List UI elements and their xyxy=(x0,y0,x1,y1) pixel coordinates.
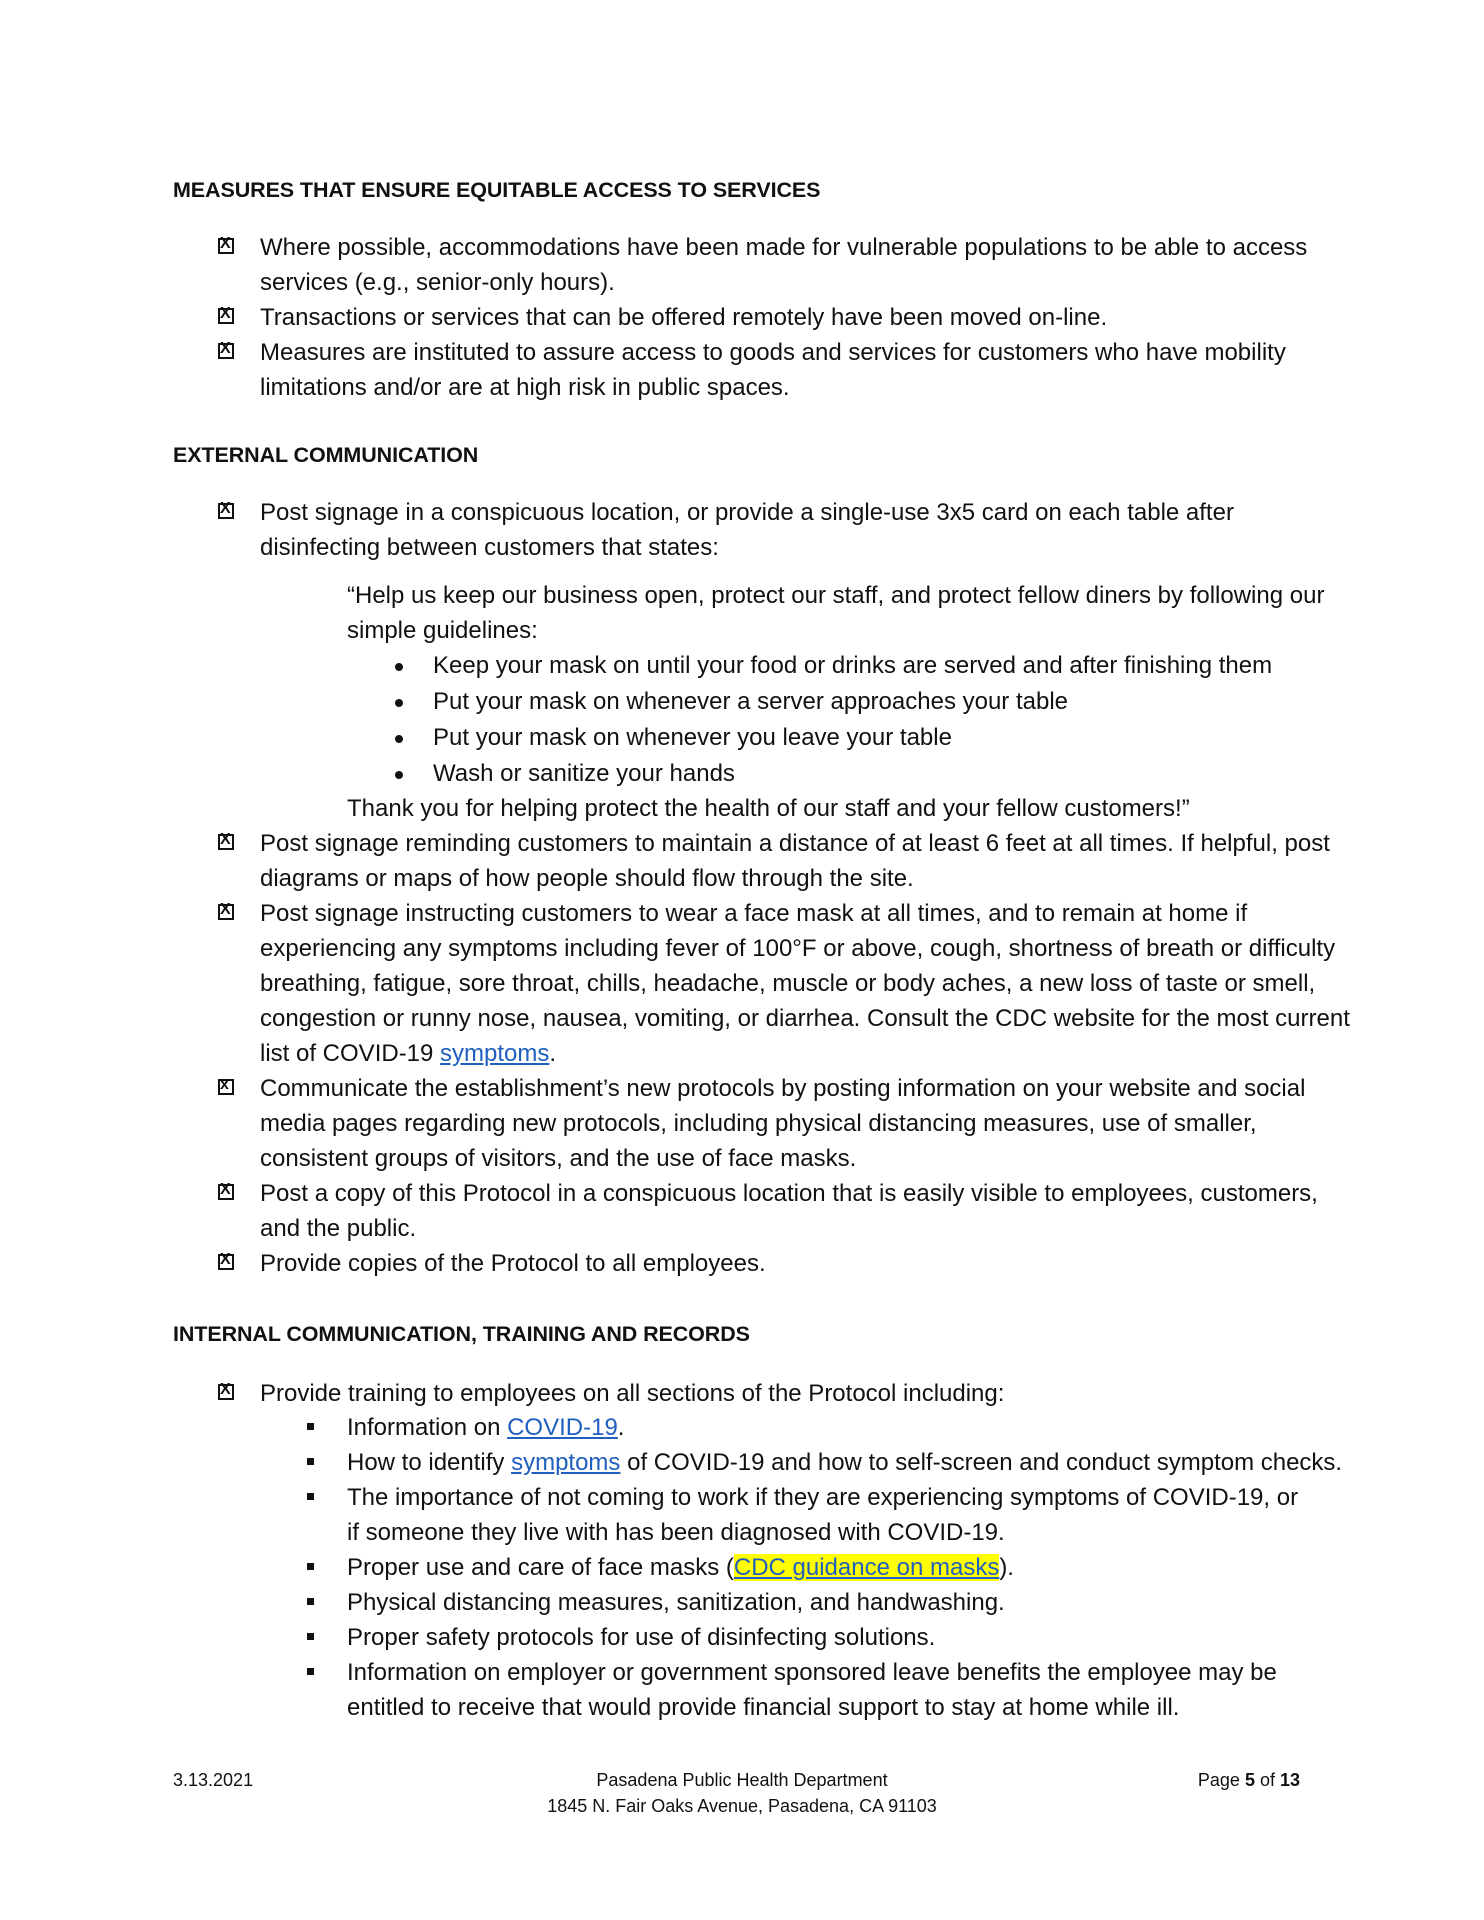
footer-date: 3.13.2021 xyxy=(173,1770,254,1790)
covid19-link[interactable]: COVID-19 xyxy=(507,1414,618,1441)
training-topic: Proper safety protocols for use of disinfecting solutions. xyxy=(347,1620,1367,1655)
quote-bullet: Put your mask on whenever you leave your table xyxy=(433,720,1333,756)
symptoms-link[interactable]: symptoms xyxy=(511,1449,621,1476)
footer-address: 1845 N. Fair Oaks Avenue, Pasadena, CA 91103 xyxy=(547,1796,937,1816)
quote-bullet: Wash or sanitize your hands xyxy=(433,756,1333,792)
training-topic: How to identify symptoms of COVID-19 and how to self-screen and conduct symptom checks. xyxy=(347,1445,1367,1480)
section-heading-equitable: MEASURES THAT ENSURE EQUITABLE ACCESS TO SERVICES xyxy=(173,178,821,202)
checkbox-equitable-1[interactable]: X xyxy=(218,238,234,254)
cdc-mask-guidance-link[interactable]: CDC guidance on masks xyxy=(733,1554,1000,1581)
checklist-item: Post signage reminding customers to maintain a distance of at least 6 feet at all times. If helpful, post diagrams or maps of how people should flow through the site. xyxy=(260,830,1330,892)
checkbox-equitable-3[interactable]: X xyxy=(218,343,234,359)
checklist-item: Where possible, accommodations have been made for vulnerable populations to be able to access services (e.g., senior-only hours). xyxy=(260,234,1308,296)
training-topic: Information on employer or government sponsored leave benefits the employee may be entitled to receive that would provide financial support to stay at home while ill. xyxy=(347,1655,1347,1725)
section-heading-internal: INTERNAL COMMUNICATION, TRAINING AND RECORDS xyxy=(173,1322,750,1346)
checklist-item-symptoms: Post signage instructing customers to wear a face mask at all times, and to remain at home if experiencing any symptoms including fever of 100°F or above, cough, shortness of breath or difficulty breathing, fatigue, sore throat, chills, headache, muscle or body aches, a new loss of taste or smell, congestion or runny nose, nausea, vomiting, or diarrhea. Consult the CDC website for the most current list of COVID-19 symptoms. xyxy=(260,900,1350,1067)
checkbox-external-6[interactable]: X xyxy=(218,1254,234,1270)
checklist-item: Post signage in a conspicuous location, or provide a single-use 3x5 card on each table after disinfecting between customers that states: xyxy=(260,499,1234,561)
checklist-item: Provide copies of the Protocol to all employees. xyxy=(260,1250,766,1277)
checkbox-external-1[interactable]: X xyxy=(218,503,234,519)
footer-organization: Pasadena Public Health Department xyxy=(596,1770,888,1790)
footer-page-number: Page 5 of 13 xyxy=(1197,1770,1300,1790)
quote-bullet: Put your mask on whenever a server approaches your table xyxy=(433,684,1333,720)
checkbox-external-5[interactable]: X xyxy=(218,1184,234,1200)
checkbox-equitable-2[interactable]: X xyxy=(218,308,234,324)
symptoms-link[interactable]: symptoms xyxy=(440,1040,550,1067)
checkbox-external-3[interactable]: X xyxy=(218,904,234,920)
checklist-item: Provide training to employees on all sections of the Protocol including: xyxy=(260,1380,1005,1407)
checklist-item: Post a copy of this Protocol in a conspicuous location that is easily visible to employees, customers, and the public. xyxy=(260,1180,1318,1242)
training-topic: Information on COVID-19. xyxy=(347,1410,1367,1445)
section-heading-external: EXTERNAL COMMUNICATION xyxy=(173,443,479,467)
signage-quote-outro: Thank you for helping protect the health of our staff and your fellow customers!” xyxy=(347,795,1190,822)
training-topic: The importance of not coming to work if they are experiencing symptoms of COVID-19, or if someone they live with has been diagnosed with COVID-19. xyxy=(347,1480,1307,1550)
checkbox-external-2[interactable]: X xyxy=(218,834,234,850)
checklist-item: Measures are instituted to assure access to goods and services for customers who have mobility limitations and/or are at high risk in public spaces. xyxy=(260,339,1286,401)
signage-quote-intro: “Help us keep our business open, protect our staff, and protect fellow diners by following our simple guidelines: xyxy=(347,582,1325,644)
training-topic: Proper use and care of face masks (CDC guidance on masks). xyxy=(347,1550,1367,1585)
training-topic: Physical distancing measures, sanitization, and handwashing. xyxy=(347,1585,1367,1620)
checkbox-external-4[interactable]: x xyxy=(218,1079,234,1095)
checkbox-internal-1[interactable]: X xyxy=(218,1384,234,1400)
checklist-item: Communicate the establishment’s new protocols by posting information on your website and social media pages regarding new protocols, including physical distancing measures, use of smaller, consistent groups of visitors, and the use of face masks. xyxy=(260,1075,1306,1172)
checklist-item: Transactions or services that can be offered remotely have been moved on-line. xyxy=(260,304,1108,331)
quote-bullet: Keep your mask on until your food or drinks are served and after finishing them xyxy=(433,648,1333,684)
